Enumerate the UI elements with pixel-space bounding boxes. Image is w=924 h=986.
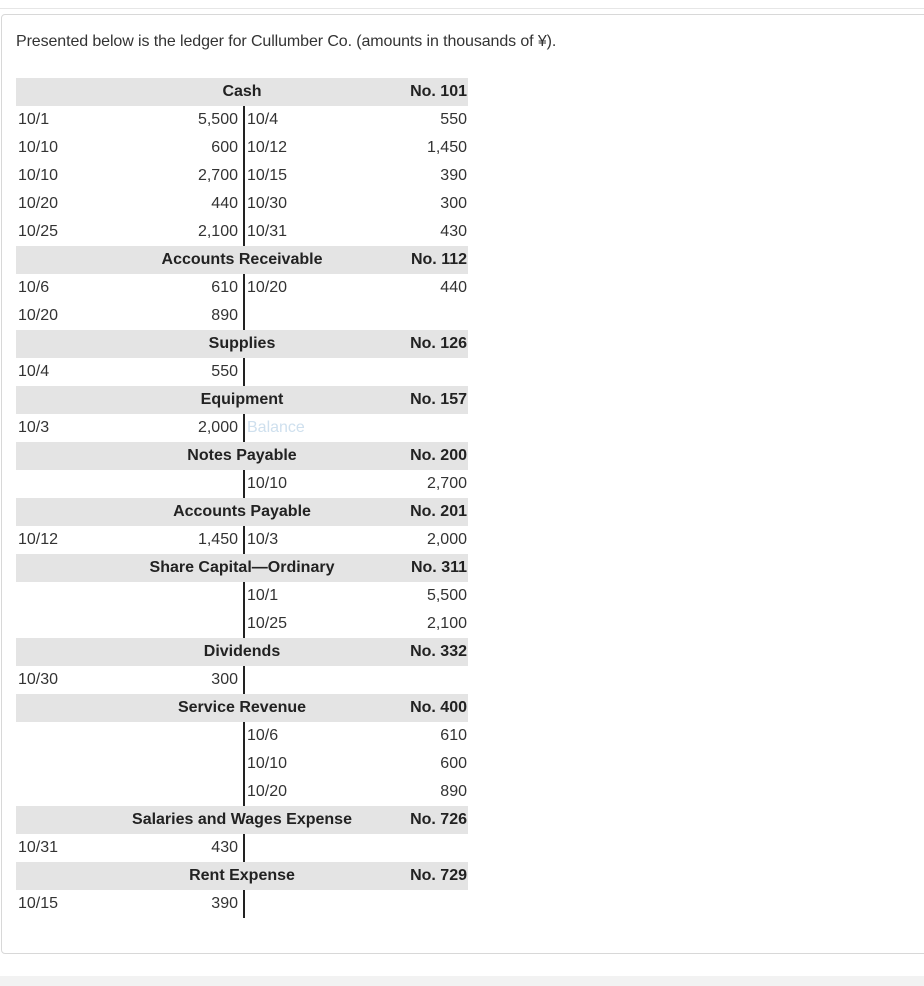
account-number: No. 729 (410, 867, 467, 884)
account-number: No. 126 (410, 335, 467, 352)
credit-amount: 2,000 (426, 531, 467, 548)
account-name: Salaries and Wages Expense (132, 811, 352, 828)
account-header (16, 694, 468, 722)
ledger-table (16, 78, 468, 918)
credit-date: 10/15 (243, 162, 287, 190)
debit-amount: 300 (211, 671, 238, 688)
credit-date: 10/10 (243, 470, 287, 498)
credit-amount: 440 (440, 279, 467, 296)
account-header (16, 498, 468, 526)
bottom-divider (0, 976, 924, 986)
debit-amount: 550 (211, 363, 238, 380)
debit-amount: 5,500 (197, 111, 238, 128)
credit-date (243, 834, 247, 862)
debit-date: 10/31 (18, 839, 59, 856)
credit-amount: 550 (440, 111, 467, 128)
credit-date (243, 890, 247, 918)
ledger-row (16, 358, 468, 386)
account-header (16, 862, 468, 890)
account-name: Accounts Receivable (161, 251, 323, 268)
account-number: No. 200 (410, 447, 467, 464)
debit-amount: 2,700 (197, 167, 238, 184)
account-number: No. 112 (410, 251, 467, 268)
debit-date: 10/20 (18, 307, 59, 324)
credit-amount: 390 (440, 167, 467, 184)
account-name: Service Revenue (177, 699, 307, 716)
ledger-row (16, 162, 468, 190)
debit-date: 10/4 (18, 363, 50, 380)
debit-date: 10/30 (18, 671, 59, 688)
intro-text: Presented below is the ledger for Cullumber Co. (amounts in thousands of ¥). (16, 33, 557, 50)
account-name: Notes Payable (187, 447, 297, 464)
account-number: No. 400 (410, 699, 467, 716)
balance-placeholder: Balance (243, 414, 305, 442)
credit-amount: 600 (440, 755, 467, 772)
debit-date: 10/12 (18, 531, 59, 548)
debit-date: 10/6 (18, 279, 50, 296)
credit-date: 10/30 (243, 190, 287, 218)
credit-amount: 430 (440, 223, 467, 240)
credit-date: 10/25 (243, 610, 287, 638)
debit-date: 10/10 (18, 167, 59, 184)
credit-date: 10/12 (243, 134, 287, 162)
top-divider (0, 0, 924, 9)
credit-date: 10/20 (243, 778, 287, 806)
credit-date (243, 666, 247, 694)
debit-amount: 600 (211, 139, 238, 156)
account-number: No. 101 (410, 83, 467, 100)
credit-date: 10/4 (243, 106, 278, 134)
credit-amount: 300 (440, 195, 467, 212)
credit-date (243, 358, 247, 386)
account-number: No. 311 (410, 559, 467, 576)
ledger-row (16, 134, 468, 162)
account-name: Supplies (208, 335, 276, 352)
ledger-row (16, 610, 468, 638)
debit-amount: 2,000 (197, 419, 238, 436)
account-header (16, 246, 468, 274)
ledger-row (16, 750, 468, 778)
ledger-row (16, 890, 468, 918)
ledger-row (16, 274, 468, 302)
credit-amount: 5,500 (426, 587, 467, 604)
credit-date: 10/1 (243, 582, 278, 610)
credit-date: 10/10 (243, 750, 287, 778)
ledger-row (16, 666, 468, 694)
account-name: Equipment (200, 391, 284, 408)
account-header (16, 638, 468, 666)
credit-date: 10/3 (243, 526, 278, 554)
account-header (16, 78, 468, 106)
debit-date: 10/25 (18, 223, 59, 240)
account-name: Share Capital—Ordinary (149, 559, 335, 576)
debit-amount: 890 (211, 307, 238, 324)
debit-amount: 2,100 (197, 223, 238, 240)
credit-date: 10/20 (243, 274, 287, 302)
credit-amount: 890 (440, 783, 467, 800)
ledger-row (16, 722, 468, 750)
account-header (16, 806, 468, 834)
ledger-row (16, 526, 468, 554)
credit-amount: 2,700 (426, 475, 467, 492)
debit-amount: 610 (211, 279, 238, 296)
ledger-row (16, 106, 468, 134)
ledger-row (16, 414, 468, 442)
ledger-row (16, 190, 468, 218)
account-number: No. 332 (410, 643, 467, 660)
debit-date: 10/15 (18, 895, 59, 912)
debit-date: 10/20 (18, 195, 59, 212)
account-header (16, 442, 468, 470)
credit-amount: 1,450 (426, 139, 467, 156)
account-name: Rent Expense (189, 867, 295, 884)
account-number: No. 201 (410, 503, 467, 520)
account-number: No. 726 (410, 811, 467, 828)
debit-date: 10/1 (18, 111, 50, 128)
ledger-row (16, 582, 468, 610)
ledger-row (16, 778, 468, 806)
ledger-row (16, 218, 468, 246)
account-header (16, 554, 468, 582)
account-number: No. 157 (410, 391, 467, 408)
credit-amount: 610 (440, 727, 467, 744)
ledger-row (16, 834, 468, 862)
debit-amount: 390 (211, 895, 238, 912)
account-name: Dividends (203, 643, 281, 660)
debit-date: 10/10 (18, 139, 59, 156)
credit-date: 10/31 (243, 218, 287, 246)
account-name: Accounts Payable (173, 503, 311, 520)
debit-amount: 1,450 (197, 531, 238, 548)
credit-amount: 2,100 (426, 615, 467, 632)
ledger-row (16, 470, 468, 498)
account-header (16, 386, 468, 414)
debit-amount: 430 (211, 839, 238, 856)
credit-date: 10/6 (243, 722, 278, 750)
credit-date (243, 302, 247, 330)
account-name: Cash (222, 83, 262, 100)
ledger-row (16, 302, 468, 330)
account-header (16, 330, 468, 358)
debit-date: 10/3 (18, 419, 50, 436)
debit-amount: 440 (211, 195, 238, 212)
